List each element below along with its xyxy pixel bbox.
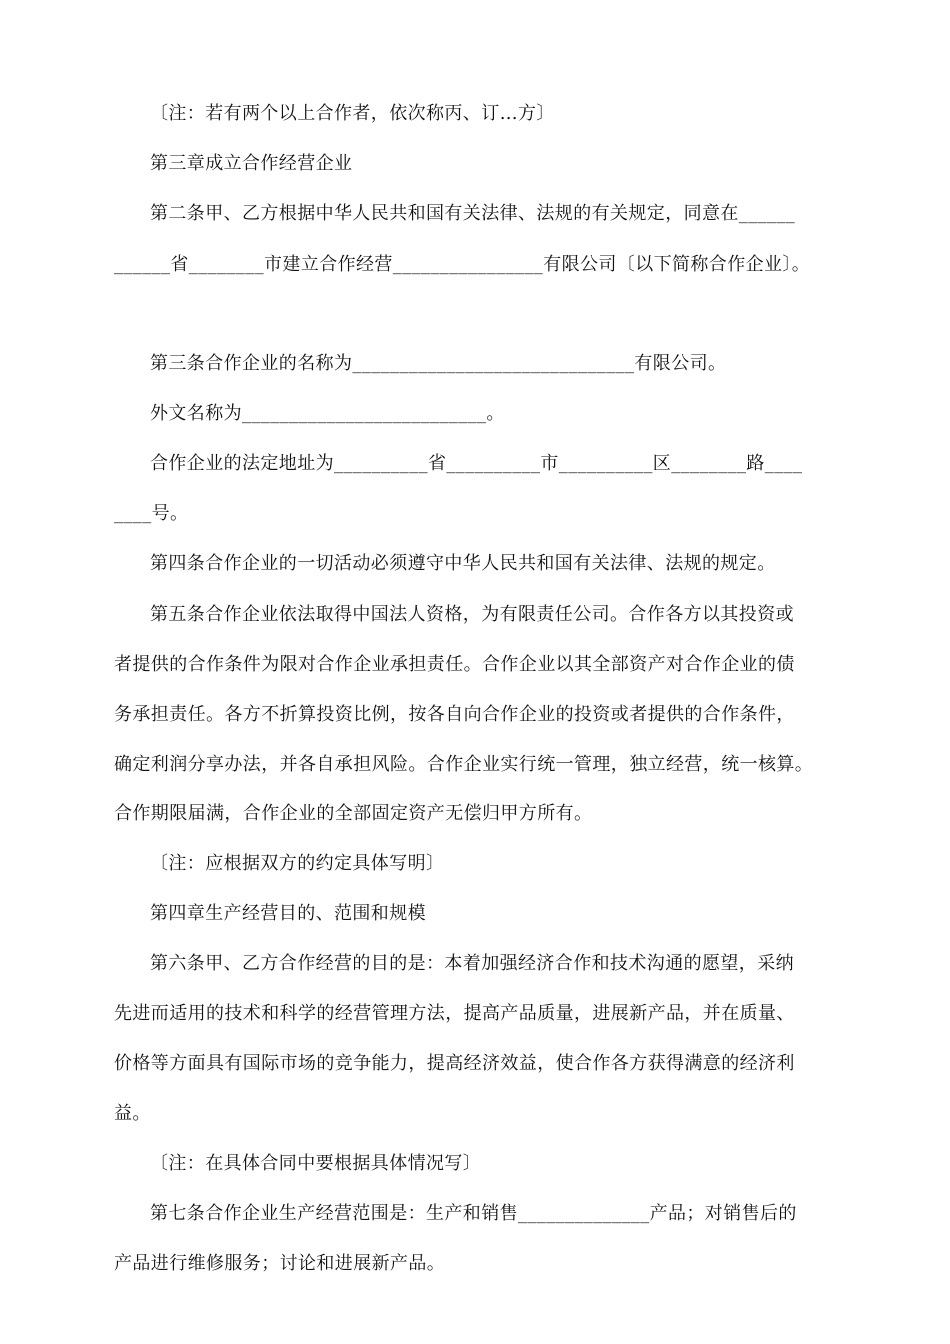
- article-7-line-1: 第七条合作企业生产经营范围是：生产和销售______________产品；对销售后的: [150, 1203, 797, 1224]
- chapter-4-heading: 第四章生产经营目的、范围和规模: [150, 903, 426, 924]
- article-2-line-2: ______省________市建立合作经营________________有限公司〔以下简称合作企业〕。: [114, 254, 811, 275]
- article-5-line-4: 确定利润分享办法，并各自承担风险。合作企业实行统一管理，独立经营，统一核算。: [114, 754, 814, 775]
- article-2-line-1: 第二条甲、乙方根据中华人民共和国有关法律、法规的有关规定，同意在______: [150, 203, 796, 224]
- chapter-3-heading: 第三章成立合作经营企业: [150, 153, 353, 174]
- note-line-3: 〔注：在具体合同中要根据具体情况写〕: [150, 1153, 482, 1174]
- address-line-1: 合作企业的法定地址为__________省__________市__________区________路____: [150, 453, 803, 474]
- article-7-line-2: 产品进行维修服务；讨论和进展新产品。: [114, 1253, 446, 1274]
- article-5-line-1: 第五条合作企业依法取得中国法人资格，为有限责任公司。合作各方以其投资或: [150, 604, 794, 625]
- article-5-line-3: 务承担责任。各方不折算投资比例，按各自向合作企业的投资或者提供的合作条件，: [114, 704, 795, 725]
- article-5-line-5: 合作期限届满，合作企业的全部固定资产无偿归甲方所有。: [114, 803, 593, 824]
- note-line-1: 〔注：若有两个以上合作者，依次称丙、订…方〕: [150, 103, 555, 124]
- article-6-line-4: 益。: [114, 1103, 151, 1124]
- article-4-line: 第四条合作企业的一切活动必须遵守中华人民共和国有关法律、法规的规定。: [150, 553, 776, 574]
- note-line-2: 〔注：应根据双方的约定具体写明〕: [150, 853, 445, 874]
- article-6-line-3: 价格等方面具有国际市场的竞争能力，提高经济效益，使合作各方获得满意的经济利: [114, 1053, 795, 1074]
- foreign-name-line: 外文名称为__________________________。: [150, 403, 505, 424]
- article-3-line-1: 第三条合作企业的名称为______________________________有限公司。: [150, 353, 727, 374]
- address-line-2: ____号。: [114, 503, 189, 524]
- article-6-line-2: 先进而适用的技术和科学的经营管理方法，提高产品质量，进展新产品，并在质量、: [114, 1003, 795, 1024]
- article-6-line-1: 第六条甲、乙方合作经营的目的是：本着加强经济合作和技术沟通的愿望，采纳: [150, 953, 794, 974]
- article-5-line-2: 者提供的合作条件为限对合作企业承担责任。合作企业以其全部资产对合作企业的债: [114, 654, 795, 675]
